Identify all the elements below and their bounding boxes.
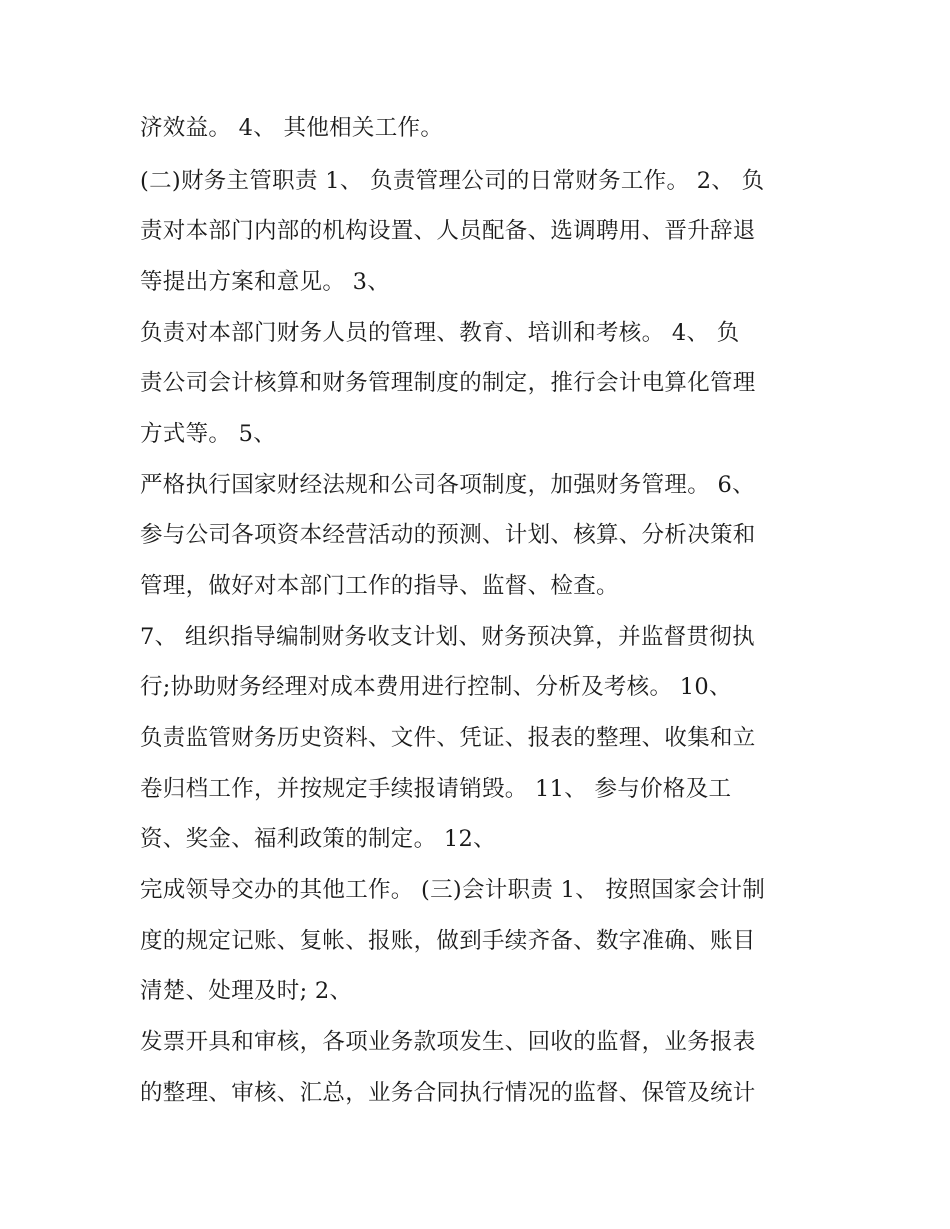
text-line: 完成领导交办的其他工作。 (三)会计职责 1、 按照国家会计制 — [140, 877, 766, 903]
text-line: 卷归档工作，并按规定手续报请销毁。 11、 参与价格及工 — [140, 776, 732, 802]
text-line: 责对本部门内部的机构设置、人员配备、选调聘用、晋升辞退 — [140, 218, 756, 244]
text-line: 管理，做好对本部门工作的指导、监督、检查。 — [140, 573, 619, 599]
text-line: 等提出方案和意见。 3、 — [140, 269, 391, 295]
text-line: 负责对本部门财务人员的管理、教育、培训和考核。 4、 负 — [140, 320, 740, 346]
text-line: 行;协助财务经理对成本费用进行控制、分析及考核。 10、 — [140, 674, 732, 700]
text-line: 的整理、审核、汇总，业务合同执行情况的监督、保管及统计 — [140, 1080, 756, 1106]
text-line: 度的规定记账、复帐、报账，做到手续齐备、数字准确、账目 — [140, 928, 756, 954]
text-line: 7、 组织指导编制财务收支计划、财务预决算，并监督贯彻执 — [140, 624, 755, 650]
text-line: 资、奖金、福利政策的制定。 12、 — [140, 826, 496, 852]
text-line: 发票开具和审核，各项业务款项发生、回收的监督，业务报表 — [140, 1029, 756, 1055]
text-line: 责公司会计核算和财务管理制度的制定，推行会计电算化管理 — [140, 370, 756, 396]
text-line: 参与公司各项资本经营活动的预测、计划、核算、分析决策和 — [140, 522, 756, 548]
text-line: 方式等。 5、 — [140, 421, 277, 447]
text-line: 清楚、处理及时; 2、 — [140, 978, 353, 1004]
text-line: 负责监管财务历史资料、文件、凭证、报表的整理、收集和立 — [140, 725, 756, 751]
text-line: 严格执行国家财经法规和公司各项制度，加强财务管理。 6、 — [140, 472, 755, 498]
text-line: 济效益。 4、 其他相关工作。 — [140, 115, 444, 141]
text-line: (二)财务主管职责 1、 负责管理公司的日常财务工作。 2、 负 — [140, 168, 765, 194]
